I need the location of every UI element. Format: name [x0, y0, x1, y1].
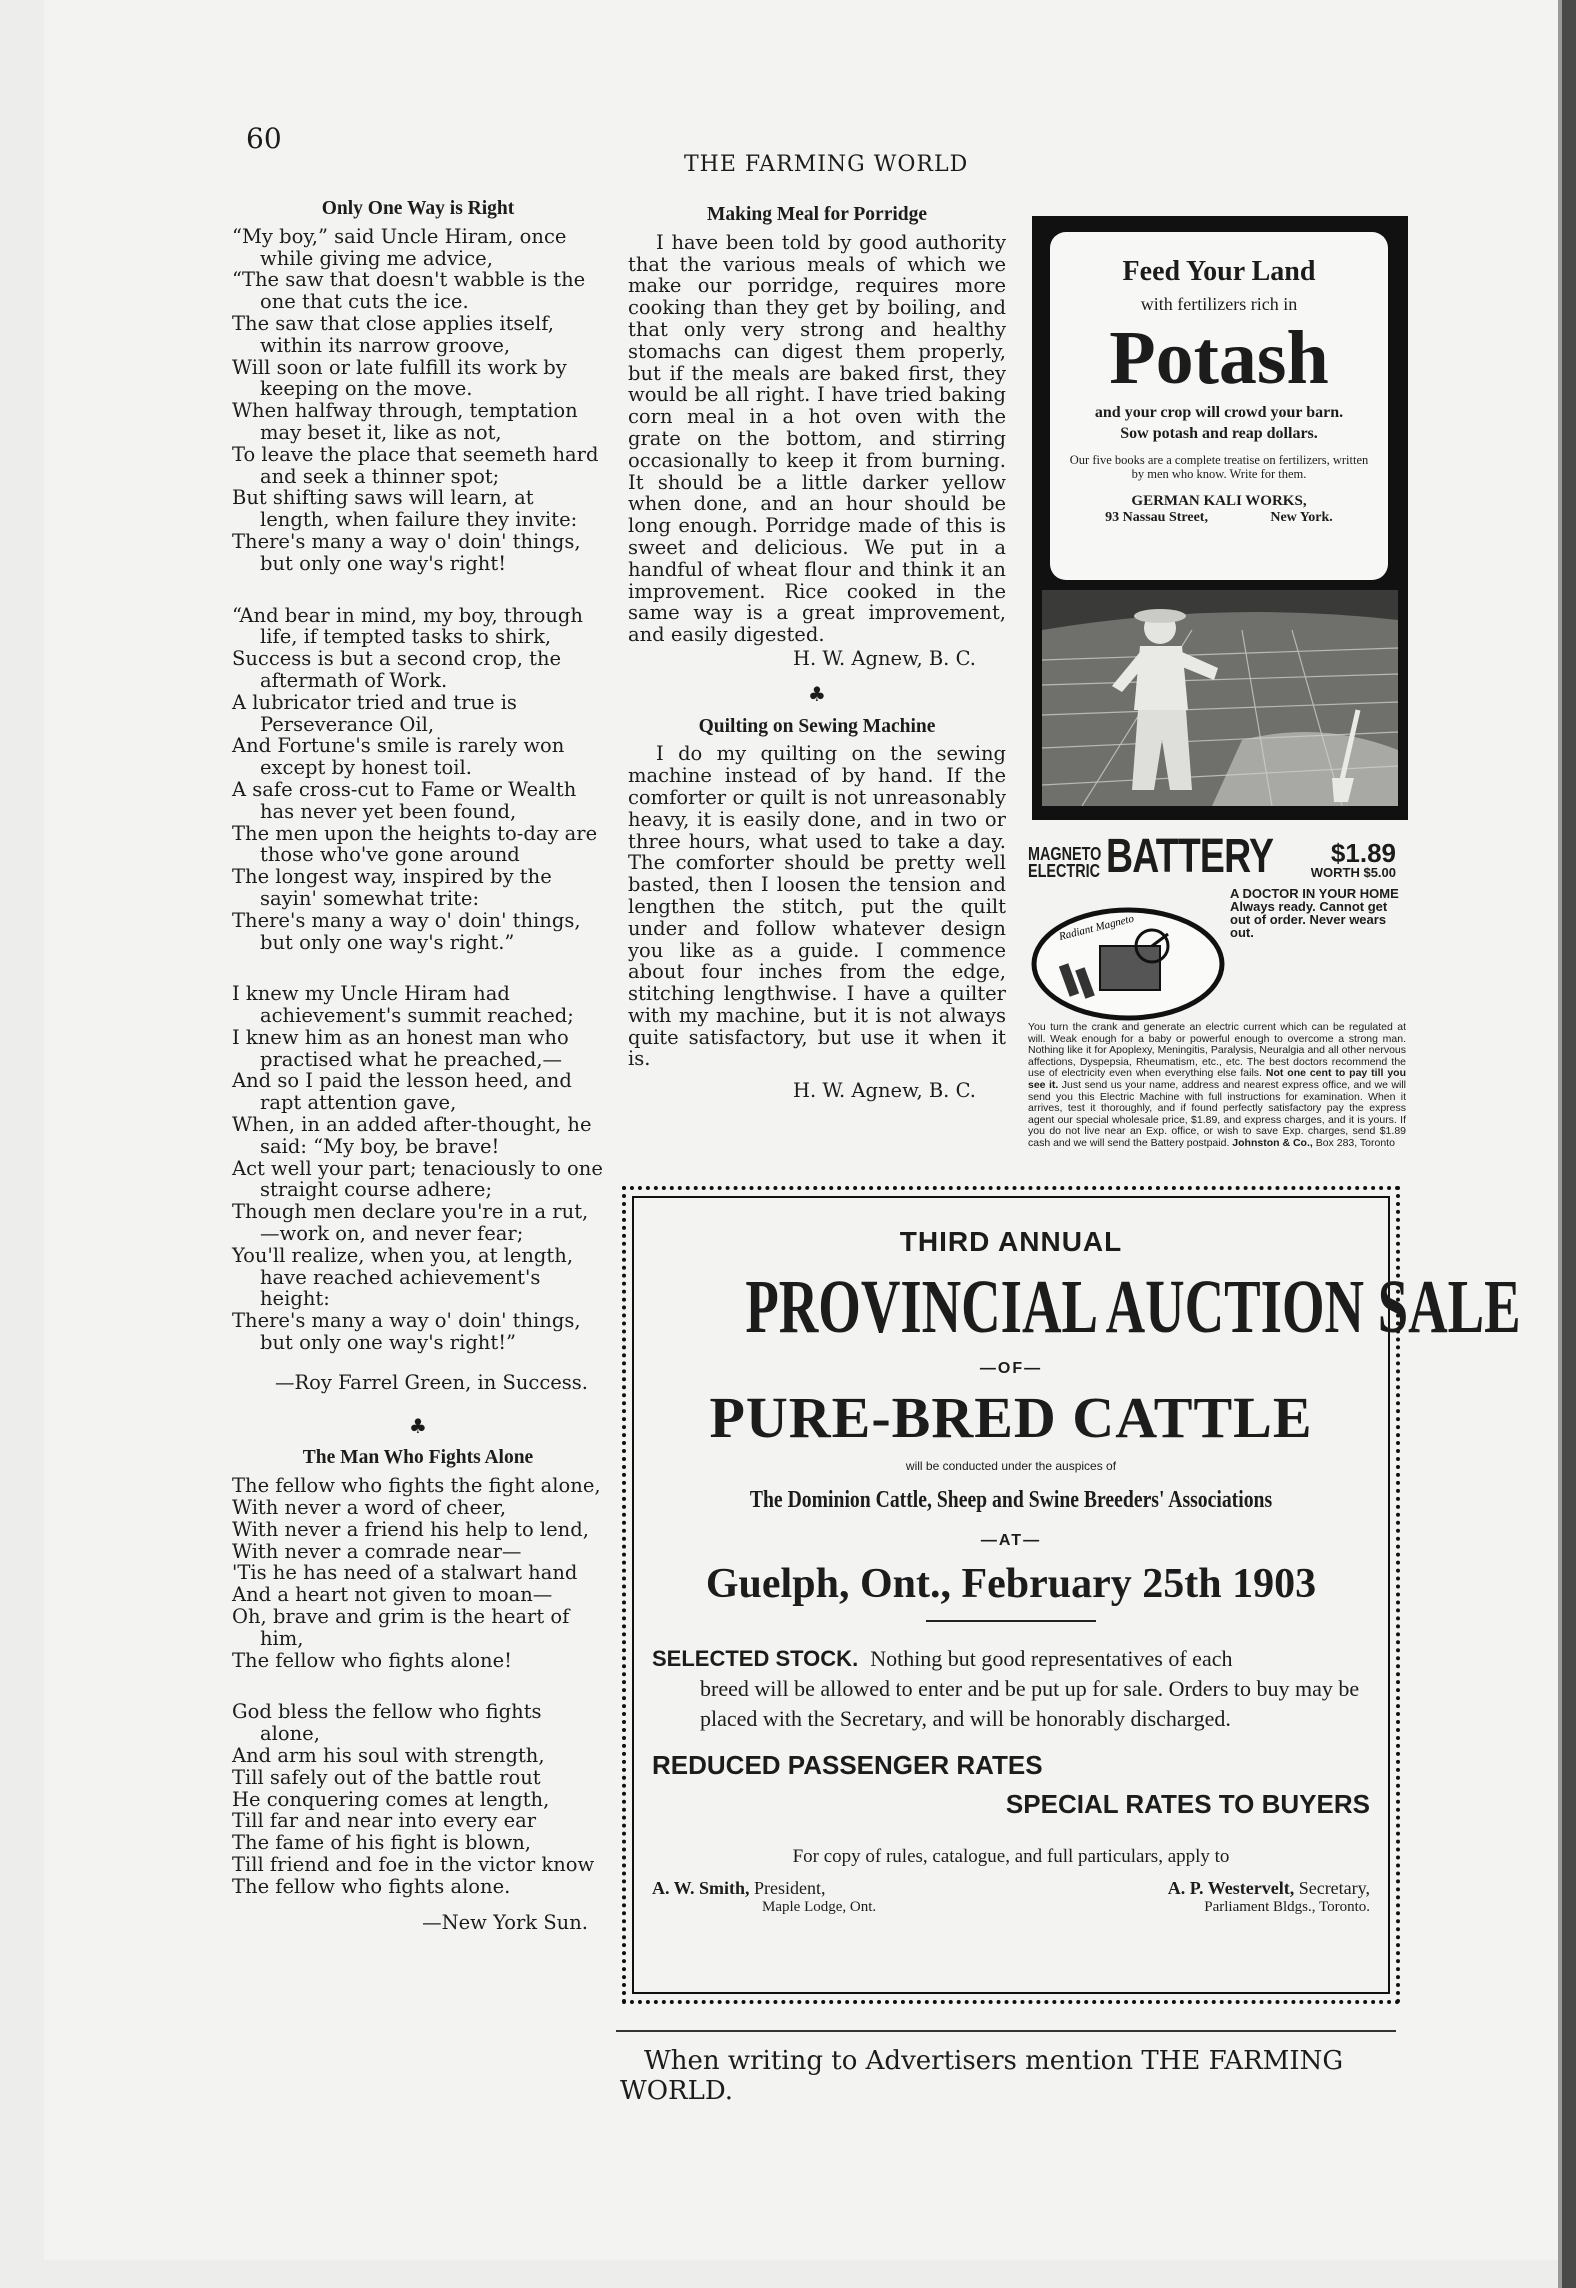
poem-line: Till safely out of the battle rout	[232, 1765, 541, 1789]
auction-secretary: A. P. Westervelt, Secretary, Parliament Bldgs., Toronto.	[1167, 1878, 1370, 1915]
auction-selected-stock	[642, 1644, 1380, 1734]
potash-address	[1050, 510, 1388, 526]
potash-headline: Feed Your Land	[1122, 256, 1316, 287]
poem-line: The fellow who fights alone.	[232, 1874, 511, 1898]
auction-associations: The Dominion Cattle, Sheep and Swine Breeders' Associations	[749, 1487, 1273, 1513]
poem-line: And a heart not given to moan—	[232, 1583, 553, 1607]
selected-stock-rest: breed will be allowed to enter and be put up for sale. Orders to buy may be placed with the Secretary, and will be honorably discharged.	[700, 1676, 1360, 1731]
battery-word: BATTERY	[1106, 830, 1274, 883]
battery-advertisement	[1028, 830, 1406, 1148]
poem-line: He conquering comes at length,	[232, 1787, 550, 1811]
footer-line: WORLD.	[620, 2076, 734, 2106]
poem-attribution: —New York Sun.	[422, 1910, 588, 1934]
poem-stanza	[232, 1475, 604, 1671]
poem-line: Act well your part; tenaciously to one straight course adhere;	[232, 1156, 603, 1202]
selected-stock-first: Nothing but good representatives of each	[870, 1646, 1233, 1671]
battery-type: MAGNETO ELECTRIC	[1028, 844, 1102, 881]
running-header: THE FARMING WORLD	[684, 152, 969, 177]
battery-price: $1.89	[1330, 838, 1396, 868]
auction-at: —AT—	[980, 1532, 1042, 1549]
auction-headline: PROVINCIAL AUCTION SALE	[745, 1265, 1521, 1349]
battery-price-block	[1276, 838, 1396, 880]
potash-company: GERMAN KALI WORKS,	[1131, 493, 1307, 509]
poem-line: Success is but a second crop, the aftermath of Work.	[232, 647, 562, 692]
poem-line: Oh, brave and grim is the heart of him,	[232, 1605, 570, 1650]
auction-subject: PURE-BRED CATTLE	[709, 1385, 1313, 1450]
poem-attribution: —Roy Farrel Green, in Success.	[274, 1370, 588, 1394]
poem-line: And arm his soul with strength,	[232, 1744, 545, 1767]
article-signature: H. W. Agnew, B. C.	[792, 646, 976, 670]
footer-notice	[620, 2046, 1400, 2106]
auction-advertisement	[622, 1186, 1521, 2004]
middle-column	[628, 204, 1006, 1102]
poem-line: With never a comrade near—	[232, 1539, 522, 1563]
footer-line: When writing to Advertisers mention THE FARMING	[644, 2046, 1344, 2076]
poem-line: And so I paid the lesson heed, and rapt attention gave,	[232, 1069, 572, 1115]
poem-line: When, in an added after-thought, he said: “My boy, be brave!	[232, 1113, 592, 1158]
potash-advertisement	[1032, 216, 1408, 820]
battery-doctor-line: A DOCTOR IN YOUR HOME	[1230, 886, 1399, 901]
poem-line: When halfway through, temptation may beset it, like as not,	[232, 399, 578, 444]
potash-big-word: Potash	[1109, 316, 1329, 400]
battery-oval-label: Radiant Magneto	[1057, 912, 1136, 943]
auction-special-rates: SPECIAL RATES TO BUYERS	[1005, 1789, 1370, 1819]
poem-line: 'Tis he has need of a stalwart hand	[232, 1561, 578, 1585]
auction-of: —OF—	[979, 1360, 1043, 1377]
auction-copy-line: For copy of rules, catalogue, and full particulars, apply to	[792, 1846, 1230, 1867]
poem-line: The longest way, inspired by the sayin' somewhat trite:	[232, 865, 552, 910]
poem-line: But shifting saws will learn, at length, when failure they invite:	[232, 486, 578, 532]
poem-stanza	[232, 226, 604, 575]
poem-line: Will soon or late fulfill its work by keeping on the move.	[232, 355, 567, 401]
poem-line: And Fortune's smile is rarely won except by honest toil.	[232, 734, 565, 780]
poem-line: Till far and near into every ear	[232, 1809, 537, 1833]
potash-body-line: and your crop will crowd your barn.	[1094, 404, 1344, 421]
battery-text: Just send us your name, address and nearest express office, and we will send you this Electric Machine with full instructions for examination. When it arrives, test it thoroughly, and if found perfectly satisfactory pay the express agent our special wholesale price, $1.89, and express charges, and it is yours. If you do not live near an Exp. office, or wish to save Exp. charges, send $1.89 cash and we will send the Battery postpaid.	[1028, 1078, 1406, 1149]
poem-line: There's many a way o' doin' things, but only one way's right.”	[232, 908, 581, 954]
poem-stanza	[232, 605, 604, 954]
poem-line: I knew him as an honest man who practised what he preached,—	[232, 1025, 569, 1071]
poem-line: A lubricator tried and true is Perseverance Oil,	[232, 690, 517, 736]
poem-line: The men upon the heights to-day are those who've gone around	[232, 821, 598, 867]
potash-ad-panel	[1050, 232, 1388, 580]
poem-line: There's many a way o' doin' things, but only one way's right!”	[232, 1309, 581, 1355]
poem-title: Only One Way is Right	[321, 198, 515, 219]
article-body: I do my quilting on the sewing machine instead of by hand. If the comforter or quilt is not unreasonably heavy, it is easily done, and in two or three hours, what used to take a day. The comforter should be pretty well basted, then I loosen the tension and lengthen the stitch, put the quilt under and follow whatever design you like as a guide. I commence about four inches from the edge, stitching lengthwise. I have a quilter with my machine, but it is not always quite satisfactory, but use it when it is.	[628, 742, 1006, 1071]
poem-line: I knew my Uncle Hiram had achievement's summit reached;	[232, 982, 574, 1028]
poem-line: Till friend and foe in the victor know	[232, 1852, 595, 1876]
auction-conducted: will be conducted under the auspices of	[905, 1459, 1117, 1473]
battery-signature: Johnston & Co.,	[1232, 1136, 1313, 1149]
battery-header	[1028, 830, 1406, 883]
battery-worth: WORTH $5.00	[1310, 865, 1396, 880]
poem-line: The saw that close applies itself, within its narrow groove,	[232, 311, 554, 357]
potash-subhead: with fertilizers rich in	[1140, 294, 1298, 314]
fleuron-ornament: ♣	[808, 681, 826, 706]
poem-line: There's many a way o' doin' things, but only one way's right!	[232, 529, 581, 575]
poem-line: A safe cross-cut to Fame or Wealth has never yet been found,	[232, 777, 577, 823]
fleuron-ornament: ♣	[409, 1413, 427, 1438]
poem-line: With never a friend his help to lend,	[232, 1517, 589, 1541]
battery-bold-claim: Always ready. Cannot get out of order. Never wears out.	[1230, 899, 1388, 940]
auction-reduced-rates: REDUCED PASSENGER RATES	[652, 1750, 1043, 1780]
battery-bold-offer: Not one cent to pay till you see it.	[1028, 1067, 1406, 1091]
poem-line: The fame of his fight is blown,	[232, 1831, 531, 1855]
poem-line: The fellow who fights the fight alone,	[232, 1474, 601, 1498]
battery-device-illustration	[1030, 906, 1226, 1022]
farmer-sowing-illustration	[1042, 590, 1398, 806]
article-title: Quilting on Sewing Machine	[698, 715, 936, 737]
auction-president: A. W. Smith, President, Maple Lodge, Ont.	[652, 1878, 877, 1915]
poem-line: “My boy,” said Uncle Hiram, once while giving me advice,	[232, 224, 567, 270]
poem-line: Though men declare you're in a rut,—work on, and never fear;	[232, 1200, 589, 1246]
battery-side-text	[1230, 888, 1406, 940]
left-column	[232, 198, 604, 1933]
auction-officers	[642, 1878, 1380, 1916]
poem-stanza	[232, 983, 604, 1354]
battery-body-text	[1028, 1022, 1406, 1150]
poem-line: With never a word of cheer,	[232, 1496, 507, 1520]
potash-city: New York.	[1270, 510, 1333, 525]
article-signature: H. W. Agnew, B. C.	[792, 1079, 976, 1103]
potash-body-line: Sow potash and reap dollars.	[1120, 425, 1318, 442]
page-number: 60	[246, 122, 282, 155]
article-title: Making Meal for Porridge	[706, 204, 928, 225]
poem-line: God bless the fellow who fights alone,	[232, 1700, 542, 1746]
poem-line: “And bear in mind, my boy, through life, if tempted tasks to shirk,	[232, 603, 583, 649]
auction-content	[642, 1186, 1521, 1916]
potash-street: 93 Nassau Street,	[1105, 510, 1208, 525]
auction-third-annual: THIRD ANNUAL	[899, 1226, 1123, 1257]
poem-line: The fellow who fights alone!	[232, 1648, 512, 1672]
battery-text: You turn the crank and generate an electric current which can be regulated at will. Weak enough for a baby or powerful enough to overcome a strong man. Nothing like it for Apoplexy, Meningitis, Paralysis, Neuralgia and all other nervous affections, Dyspepsia, Rheumatism, etc., etc. The best doctors recommend the use of electricity even when everything else fails.	[1028, 1021, 1406, 1080]
poem-stanza	[232, 1701, 604, 1897]
battery-box: Box 283, Toronto	[1315, 1136, 1395, 1149]
poem-line: To leave the place that seemeth hard and seek a thinner spot;	[232, 442, 599, 488]
auction-place-date: Guelph, Ont., February 25th 1903	[705, 1561, 1317, 1607]
article-body: I have been told by good authority that the various meals of which we make our porridge, requires more cooking than they get by boiling, and that only very strong and healthy stomachs can digest them properly, but if the meals are baked first, they would be all right. I have tried baking corn meal in a hot oven with the grate on the bottom, and stirring occasionally to keep it from burning. It should be a little darker yellow when done, and an hour should be long enough. Porridge made of this is sweet and delicious. We put in a handful of wheat flour and think it an improvement. Rice cooked in the same way is a great improvement, and easily digested.	[628, 230, 1006, 647]
auction-rule	[926, 1620, 1096, 1622]
potash-small-print: Our five books are a complete treatise on fertilizers, written by men who know. Write for them.	[1069, 453, 1369, 481]
poem-line: You'll realize, when you, at length, have reached achievement's height:	[232, 1243, 574, 1311]
selected-stock-lead: SELECTED STOCK.	[652, 1646, 859, 1671]
footer-rule	[616, 2030, 1396, 2032]
page-edge	[1562, 0, 1576, 2288]
poem-line: “The saw that doesn't wabble is the one that cuts the ice.	[232, 268, 586, 314]
poem-title: The Man Who Fights Alone	[302, 1447, 534, 1469]
